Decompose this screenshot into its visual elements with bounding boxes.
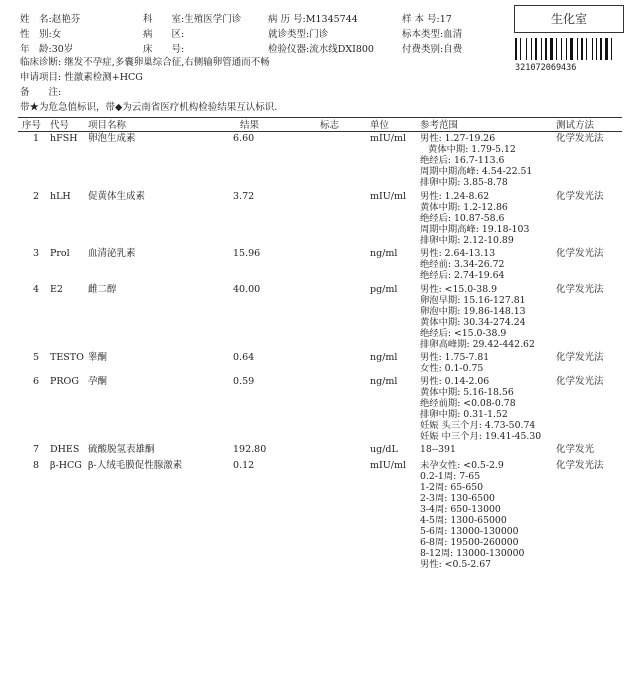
sex-label: 性 别:	[20, 29, 52, 40]
row-no: 1	[33, 133, 40, 144]
row-ref-line: 男性: 1.27-19.26	[420, 133, 496, 144]
row-name: 孕酮	[88, 376, 108, 387]
section-label: 科 室:	[143, 14, 185, 25]
row-ref-line: 男性: <15.0-38.9	[420, 284, 498, 295]
row-ref-line: 卵泡中期: 19.86-148.13	[420, 306, 526, 317]
patient-sex: 女	[51, 29, 62, 40]
col-header-method: 测试方法	[556, 120, 595, 131]
row-unit: ng/ml	[370, 352, 398, 363]
pay-value: 自费	[443, 44, 463, 55]
row-ref-line: 4-5周: 1300-65000	[420, 515, 507, 526]
row-result: 3.72	[233, 191, 255, 202]
row-unit: ng/ml	[370, 248, 398, 259]
ward-field	[143, 30, 184, 40]
row-ref-line: 黄体中期: 1.2-12.86	[420, 202, 508, 213]
row-result: 15.96	[233, 248, 261, 259]
instrument-field	[268, 45, 374, 55]
col-header-code: 代号	[50, 120, 70, 131]
row-ref-line: 绝经前期: <0.08-0.78	[420, 398, 516, 409]
row-ref-line: 排卵中期: 2.12-10.89	[420, 235, 514, 246]
row-no: 3	[33, 248, 40, 259]
row-result: 0.64	[233, 352, 255, 363]
name-label: 姓 名:	[20, 14, 52, 25]
row-ref-line: 0.2-1周: 7-65	[420, 471, 481, 482]
row-code: E2	[50, 284, 63, 295]
row-ref-line: 妊娠 头三个月: 4.73-50.74	[420, 420, 536, 431]
row-no: 7	[33, 444, 40, 455]
row-ref-line: 男性: 2.64-13.13	[420, 248, 496, 259]
visit-label: 就诊类型:	[268, 29, 310, 40]
section-value: 生殖医学门诊	[184, 14, 242, 25]
row-ref-line: 黄体中期: 5.16-18.56	[420, 387, 514, 398]
row-ref-line: 排卵中期: 0.31-1.52	[420, 409, 508, 420]
row-ref-line: 绝经前: 3.34-26.72	[420, 259, 505, 270]
row-ref-line: 1-2周: 65-650	[420, 482, 484, 493]
row-method: 化学发光法	[556, 191, 604, 202]
row-code: hFSH	[50, 133, 78, 144]
row-ref-line: 2-3周: 130-6500	[420, 493, 495, 504]
sample-no-value: 17	[439, 14, 452, 25]
row-result: 0.12	[233, 460, 255, 471]
col-header-result: 结果	[240, 120, 260, 131]
patient-name-field	[20, 15, 80, 25]
row-name: 睾酮	[88, 352, 108, 363]
row-no: 8	[33, 460, 40, 471]
patient-age: 30岁	[51, 44, 74, 55]
row-code: hLH	[50, 191, 71, 202]
row-ref-line: 绝经后: <15.0-38.9	[420, 328, 507, 339]
col-header-no: 序号	[22, 120, 42, 131]
remark-field	[20, 88, 61, 98]
row-ref-line: 绝经后: 16.7-113.6	[420, 155, 505, 166]
bed-field	[143, 45, 184, 55]
row-ref-line: 绝经后: 10.87-58.6	[420, 213, 505, 224]
row-name: 硫酸脱氢表雄酮	[88, 444, 155, 455]
row-ref-line: 男性: 1.75-7.81	[420, 352, 490, 363]
row-no: 2	[33, 191, 40, 202]
row-code: Prol	[50, 248, 70, 259]
row-ref-line: 男性: 1.24-8.62	[420, 191, 490, 202]
row-ref-line: 排卵高峰期: 29.42-442.62	[420, 339, 535, 350]
row-unit: ug/dL	[370, 444, 398, 455]
record-label: 病 历 号:	[268, 14, 306, 25]
sample-type-field	[402, 30, 462, 40]
col-header-unit: 单位	[370, 120, 390, 131]
row-ref-line: 女性: 0.1-0.75	[420, 363, 484, 374]
sample-no-label: 样 本 号:	[402, 14, 440, 25]
row-name: 血清泌乳素	[88, 248, 136, 259]
pay-type-field	[402, 45, 462, 55]
col-header-ref: 参考范围	[420, 120, 459, 131]
row-unit: mIU/ml	[370, 191, 407, 202]
row-no: 4	[33, 284, 40, 295]
row-method: 化学发光法	[556, 376, 604, 387]
row-code: PROG	[50, 376, 79, 387]
row-method: 化学发光法	[556, 248, 604, 259]
row-result: 0.59	[233, 376, 255, 387]
row-ref-line: 黄体中期: 1.79-5.12	[428, 144, 516, 155]
row-code: TESTO	[50, 352, 84, 363]
row-result: 40.00	[233, 284, 261, 295]
visit-type-field	[268, 30, 328, 40]
row-name: 雌二醇	[88, 284, 117, 295]
row-unit: ng/ml	[370, 376, 398, 387]
instrument-value: 流水线DXI800	[309, 44, 374, 55]
row-ref-line: 6-8周: 19500-260000	[420, 537, 519, 548]
diagnosis-field	[20, 58, 270, 68]
row-ref-line: 5-6周: 13000-130000	[420, 526, 519, 537]
barcode-number: 321072069436	[515, 63, 577, 73]
row-no: 6	[33, 376, 40, 387]
row-unit: mIU/ml	[370, 133, 407, 144]
row-unit: mIU/ml	[370, 460, 407, 471]
row-ref-line: 男性: 0.14-2.06	[420, 376, 490, 387]
row-ref-line: 男性: <0.5-2.67	[420, 559, 492, 570]
row-ref-line: 8-12周: 13000-130000	[420, 548, 525, 559]
bed-label: 床 号:	[143, 44, 185, 55]
col-header-flag: 标志	[320, 120, 340, 131]
visit-value: 门诊	[309, 29, 329, 40]
section-field	[143, 15, 241, 25]
pay-label: 付费类别:	[402, 44, 444, 55]
request-field	[20, 73, 143, 83]
row-name: 促黄体生成素	[88, 191, 146, 202]
row-ref-line: 绝经后: 2.74-19.64	[420, 270, 505, 281]
age-label: 年 龄:	[20, 44, 52, 55]
row-name: 卵泡生成素	[88, 133, 136, 144]
col-header-name: 项目名称	[88, 120, 127, 131]
row-no: 5	[33, 352, 40, 363]
row-ref-line: 未孕女性: <0.5-2.9	[420, 460, 504, 471]
sample-no-field	[402, 15, 452, 25]
patient-sex-field	[20, 30, 61, 40]
row-unit: pg/ml	[370, 284, 398, 295]
remark-label: 备 注:	[20, 87, 62, 98]
row-ref-line: 妊娠 中三个月: 19.41-45.30	[420, 431, 542, 442]
row-code: DHES	[50, 444, 80, 455]
sample-type-label: 标本类型:	[402, 29, 444, 40]
notice-text: 带★为危急值标识，带◆为云南省医疗机构检验结果互认标识.	[20, 102, 278, 113]
row-ref-line: 黄体中期: 30.34-274.24	[420, 317, 526, 328]
row-method: 化学发光法	[556, 133, 604, 144]
row-method: 化学发光法	[556, 460, 604, 471]
table-top-rule	[18, 117, 622, 118]
sample-type-value: 血清	[443, 29, 463, 40]
row-ref-line: 卵泡早期: 15.16-127.81	[420, 295, 526, 306]
ward-label: 病 区:	[143, 29, 185, 40]
row-method: 化学发光法	[556, 284, 604, 295]
table-header-rule	[18, 131, 622, 132]
row-code: β-HCG	[50, 460, 82, 471]
row-ref-line: 周期中期高峰: 4.54-22.51	[420, 166, 533, 177]
row-ref-line: 18--391	[420, 444, 456, 455]
row-result: 6.60	[233, 133, 255, 144]
patient-name: 赵艳芬	[51, 14, 81, 25]
row-method: 化学发光	[556, 444, 595, 455]
diagnosis-label: 临床诊断:	[20, 57, 62, 68]
row-ref-line: 3-4周: 650-13000	[420, 504, 501, 515]
patient-age-field	[20, 45, 73, 55]
request-value: 性激素检测+HCG	[64, 72, 143, 83]
row-method: 化学发光法	[556, 352, 604, 363]
request-label: 申请项目:	[20, 72, 62, 83]
diagnosis-value: 继发不孕症,多囊卵巢综合征,右侧输卵管通而不畅	[64, 57, 270, 68]
row-ref-line: 周期中期高峰: 19.18-103	[420, 224, 530, 235]
record-field	[268, 15, 358, 25]
barcode-image	[515, 38, 615, 60]
row-name: β-人绒毛膜促性腺激素	[88, 460, 183, 471]
instrument-label: 检验仪器:	[268, 44, 310, 55]
row-ref-line: 排卵中期: 3.85-8.78	[420, 177, 508, 188]
row-result: 192.80	[233, 444, 267, 455]
department-box: 生化室	[514, 5, 624, 33]
record-value: M1345744	[305, 14, 358, 25]
